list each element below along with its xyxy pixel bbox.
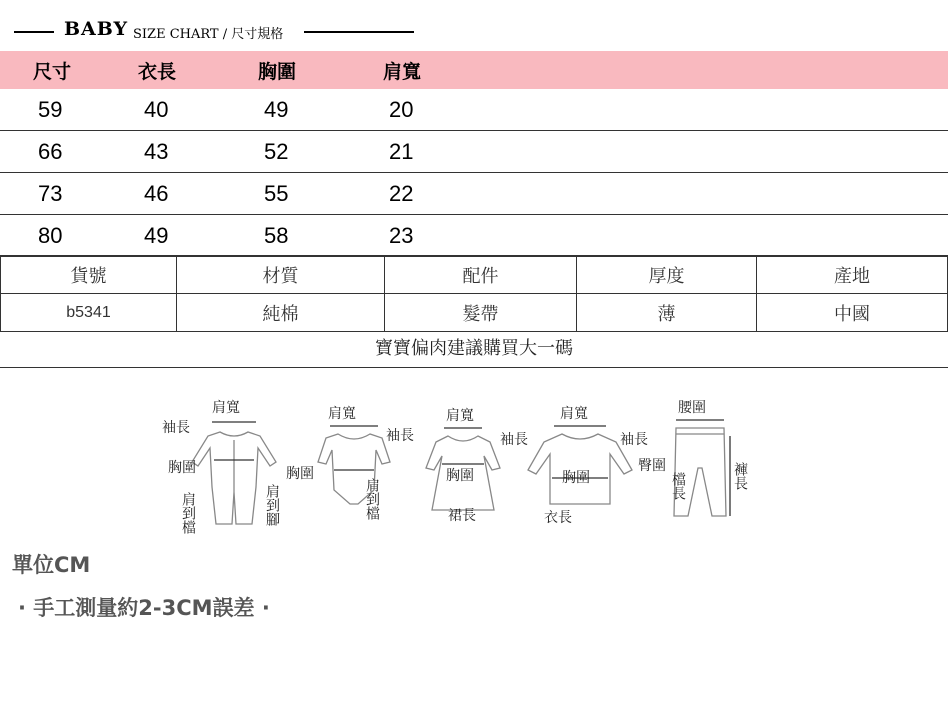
- dress-chest-label: 胸圍: [446, 468, 474, 484]
- top-length-label: 衣長: [544, 510, 572, 526]
- dress-shoulder-label: 肩寬: [446, 408, 474, 424]
- top-sleeve-label: 袖長: [620, 432, 648, 448]
- cell-shoulder: 20: [389, 96, 414, 122]
- cell-size: 80: [38, 222, 63, 248]
- romper-shoulder-label: 肩寬: [212, 400, 240, 416]
- cell-length: 49: [144, 222, 169, 248]
- col-header-size: 尺寸: [33, 61, 72, 83]
- size-table: [0, 51, 948, 257]
- measurement-error-note: · 手工測量約2-3CM誤差 ·: [18, 596, 270, 620]
- header-accessory: 配件: [385, 256, 577, 294]
- size-advice-note: 寶寶偏肉建議購買大一碼: [0, 331, 948, 368]
- bodysuit-len-label: 肩到檔: [364, 478, 380, 520]
- header-material: 材質: [177, 256, 385, 294]
- cell-length: 46: [144, 180, 169, 206]
- header-thickness: 厚度: [577, 256, 757, 294]
- cell-shoulder: 21: [389, 138, 414, 164]
- cell-shoulder: 23: [389, 222, 414, 248]
- top-shoulder-label: 肩寬: [560, 406, 588, 422]
- top-diagram: [528, 426, 632, 504]
- cell-chest: 58: [264, 222, 289, 248]
- cell-chest: 55: [264, 180, 289, 206]
- value-item-no: b5341: [1, 294, 177, 332]
- romper-len1-label: 肩到檔: [180, 492, 196, 534]
- header-rule-left: [14, 31, 54, 33]
- col-header-length: 衣長: [138, 61, 177, 83]
- bodysuit-sleeve-label: 袖長: [386, 428, 414, 444]
- col-header-chest: 胸圍: [258, 61, 297, 83]
- product-info-table: [0, 255, 948, 332]
- header-rule-right: [304, 31, 414, 33]
- pants-diagram: [674, 420, 730, 516]
- cell-size: 73: [38, 180, 63, 206]
- table-row: [0, 89, 948, 131]
- pants-hip-label: 臀圍: [638, 458, 666, 474]
- cell-size: 59: [38, 96, 63, 122]
- product-info-header-row: [1, 256, 948, 294]
- table-row: [0, 173, 948, 215]
- dress-length-label: 裙長: [448, 508, 476, 524]
- product-info-value-row: [1, 294, 948, 332]
- brand-title: BABY: [64, 18, 129, 40]
- table-row: [0, 215, 948, 257]
- pants-waist-label: 腰圍: [678, 400, 706, 416]
- table-row: [0, 131, 948, 173]
- value-origin: 中國: [757, 294, 948, 332]
- dress-sleeve-label: 袖長: [500, 432, 528, 448]
- value-thickness: 薄: [577, 294, 757, 332]
- romper-sleeve-label: 袖長: [162, 420, 190, 436]
- romper-len2-label: 肩到腳: [264, 484, 280, 526]
- unit-label: 單位CM: [12, 553, 91, 577]
- bodysuit-shoulder-label: 肩寬: [328, 406, 356, 422]
- cell-length: 43: [144, 138, 169, 164]
- value-accessory: 髮帶: [385, 294, 577, 332]
- measurement-diagrams: [150, 392, 770, 542]
- size-chart-header: [0, 18, 948, 46]
- header-item-no: 貨號: [1, 256, 177, 294]
- pants-length-label: 褲長: [732, 462, 748, 490]
- pants-crotch-label: 檔長: [670, 472, 686, 500]
- cell-shoulder: 22: [389, 180, 414, 206]
- bodysuit-chest-label: 胸圍: [286, 466, 314, 482]
- top-chest-label: 胸圍: [562, 470, 590, 486]
- cell-size: 66: [38, 138, 63, 164]
- cell-length: 40: [144, 96, 169, 122]
- romper-chest-label: 胸圍: [168, 460, 196, 476]
- value-material: 純棉: [177, 294, 385, 332]
- header-origin: 產地: [757, 256, 948, 294]
- size-table-header: [0, 51, 948, 89]
- cell-chest: 49: [264, 96, 289, 122]
- col-header-shoulder: 肩寬: [383, 61, 422, 83]
- header-subtitle: SIZE CHART / 尺寸規格: [133, 27, 284, 42]
- cell-chest: 52: [264, 138, 289, 164]
